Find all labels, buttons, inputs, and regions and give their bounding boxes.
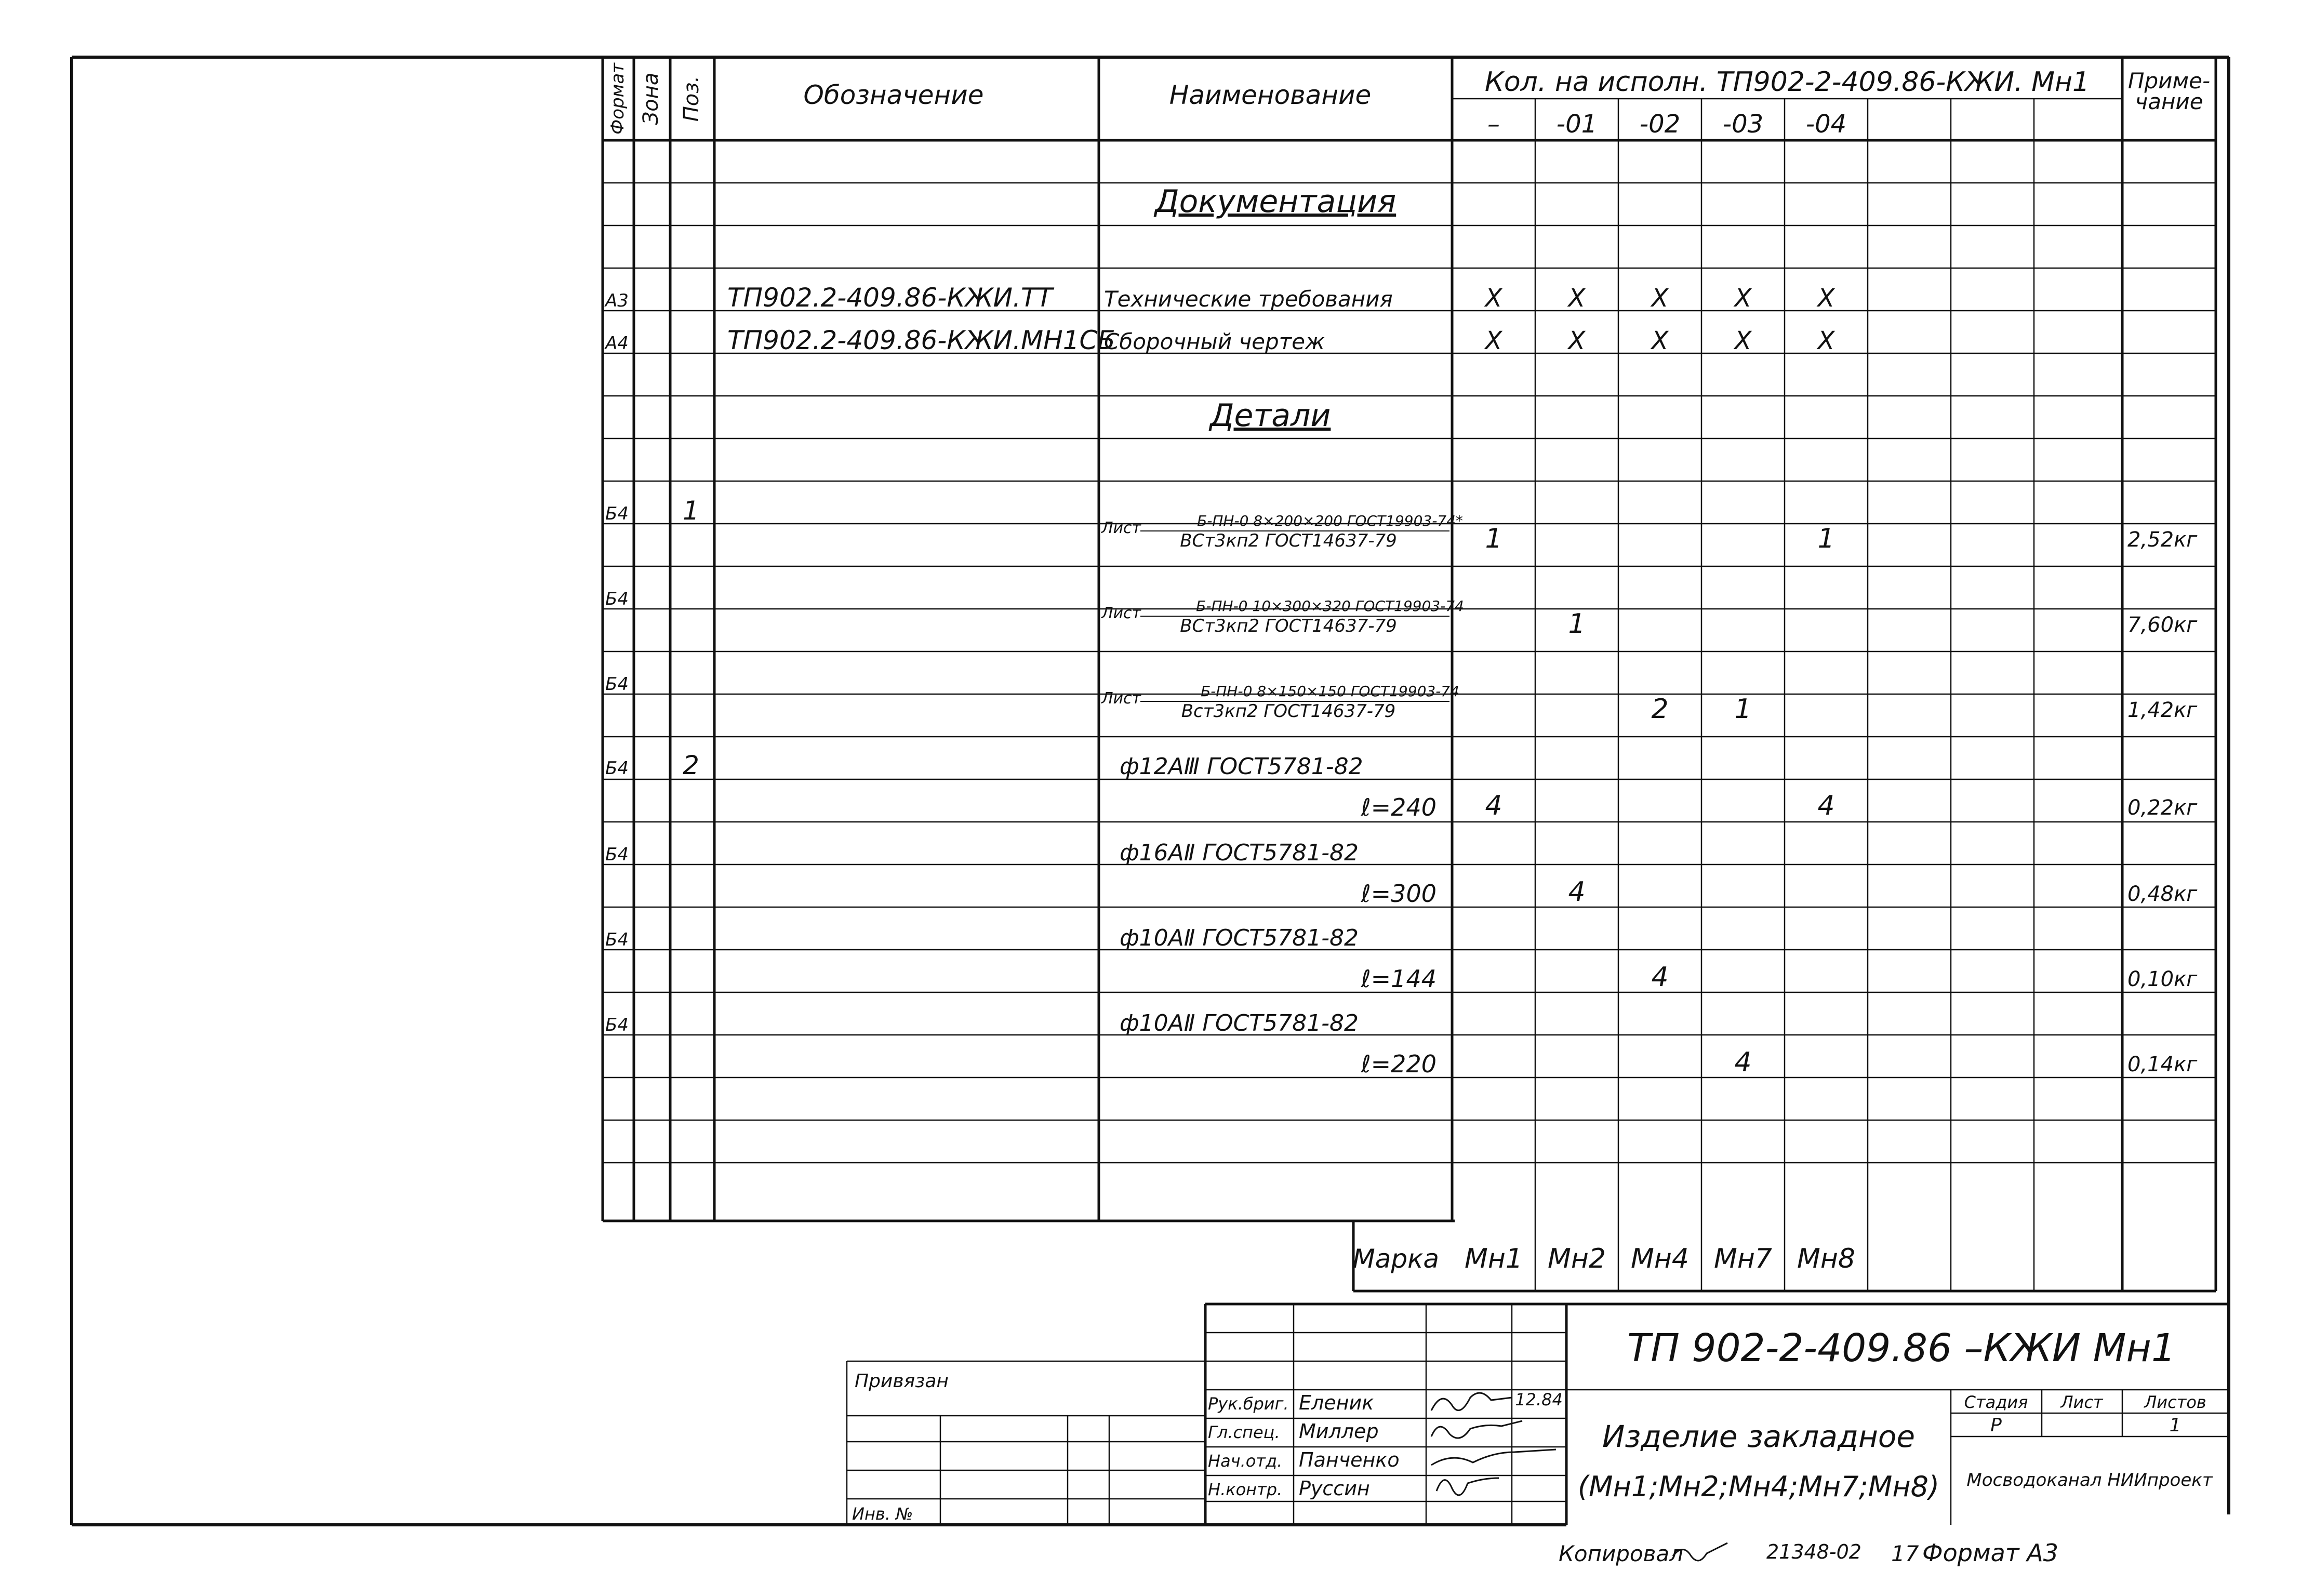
part-top: Б-ПН-0 10×300×320 ГОСТ19903-74 — [1196, 597, 1464, 615]
variant-header: -02 — [1639, 110, 1681, 139]
title-line-2: (Мн1;Мн2;Мн4;Мн7;Мн8) — [1577, 1470, 1940, 1503]
row-qty: 4 — [1817, 790, 1835, 821]
row-format: Б4 — [605, 589, 629, 609]
marka-value: Мн8 — [1797, 1243, 1855, 1274]
part-bottom: ВСт3кп2 ГОСТ14637-79 — [1180, 530, 1397, 551]
footer-number: 21348-02 — [1766, 1540, 1861, 1563]
row-qty: 4 — [1734, 1047, 1752, 1078]
row-mark: X — [1817, 326, 1835, 355]
row-mark: X — [1485, 284, 1502, 313]
row-mark: X — [1651, 326, 1669, 355]
part-row — [605, 674, 2198, 725]
role-title: Гл.спец. — [1208, 1422, 1280, 1442]
part-bottom: Вст3кп2 ГОСТ14637-79 — [1181, 701, 1396, 722]
variant-header: -03 — [1722, 110, 1764, 139]
doc-row — [604, 283, 1836, 313]
row-mark: X — [1651, 284, 1669, 313]
header-qty: Кол. на исполн. ТП902-2-409.86-КЖИ. Мн1 — [1484, 66, 2090, 98]
role-title: Нач.отд. — [1208, 1451, 1283, 1471]
footer-format: Формат А3 — [1922, 1539, 2058, 1567]
row-format: Б4 — [605, 929, 629, 950]
spec-rows — [604, 283, 2198, 1078]
part-top: Б-ПН-0 8×150×150 ГОСТ19903-74 — [1201, 683, 1459, 700]
part-prefix: Лист — [1101, 604, 1141, 622]
bar-length: ℓ=300 — [1361, 880, 1437, 908]
role-title: Н.контр. — [1208, 1480, 1283, 1499]
row-qty: 1 — [1568, 608, 1586, 640]
bar-length: ℓ=144 — [1361, 965, 1437, 993]
privyazan-label: Привязан — [855, 1371, 949, 1392]
row-mark: X — [1734, 326, 1752, 355]
row-note: 0,10кг — [2127, 967, 2198, 991]
bar-row — [605, 925, 2198, 993]
row-qty: 1 — [1485, 523, 1502, 554]
bar-length: ℓ=240 — [1361, 793, 1437, 821]
header-zone: Зона — [639, 72, 663, 125]
bar-row — [605, 840, 2198, 908]
marka-value: Мн4 — [1631, 1243, 1689, 1274]
role-name: Панченко — [1299, 1448, 1400, 1471]
bar-length: ℓ=220 — [1361, 1050, 1437, 1078]
row-format: Б4 — [605, 503, 629, 524]
role-name: Руссин — [1299, 1477, 1370, 1500]
bar-name: ф10АⅡ ГОСТ5781-82 — [1120, 925, 1359, 951]
bar-name: ф16АⅡ ГОСТ5781-82 — [1120, 840, 1359, 866]
bar-row — [605, 1010, 2198, 1078]
header-designation: Обозначение — [803, 80, 984, 110]
row-note: 2,52кг — [2127, 528, 2198, 552]
spec-header — [607, 62, 2210, 139]
row-qty: 4 — [1651, 962, 1669, 993]
variant-header: -01 — [1556, 110, 1598, 139]
row-format: А4 — [605, 333, 629, 354]
variant-header: -04 — [1805, 110, 1847, 139]
bar-name: ф10АⅡ ГОСТ5781-82 — [1120, 1010, 1359, 1036]
header-note: Приме-чание — [2127, 68, 2211, 114]
role-name: Еленик — [1299, 1391, 1374, 1414]
row-note: 1,42кг — [2127, 698, 2198, 722]
row-format: Б4 — [605, 758, 629, 779]
row-format: А3 — [605, 290, 629, 311]
stage-value: Р — [1990, 1415, 2002, 1436]
row-mark: X — [1485, 326, 1502, 355]
row-note: 0,22кг — [2127, 796, 2198, 820]
header-name: Наименование — [1169, 80, 1372, 110]
marka-value: Мн7 — [1714, 1243, 1772, 1274]
part-prefix: Лист — [1101, 689, 1141, 708]
section-documentation: Документация — [1154, 183, 1396, 220]
row-format: Б4 — [605, 844, 629, 865]
marka-values — [1465, 1243, 1855, 1274]
row-note: 7,60кг — [2127, 613, 2198, 637]
part-prefix: Лист — [1101, 519, 1141, 537]
row-qty: 1 — [1734, 694, 1752, 725]
row-mark: X — [1817, 284, 1835, 313]
title-line-1: Изделие закладное — [1602, 1419, 1916, 1454]
organization: Мосводоканал НИИпроект — [1966, 1470, 2213, 1491]
bar-row — [605, 750, 2198, 821]
sheets-value: 1 — [2169, 1415, 2182, 1436]
row-pos: 2 — [683, 750, 699, 780]
footer-copied: Копировал — [1559, 1541, 1683, 1566]
role-name: Миллер — [1299, 1420, 1379, 1443]
row-mark: X — [1568, 284, 1586, 313]
variant-header: – — [1487, 110, 1500, 139]
row-note: 0,14кг — [2127, 1053, 2198, 1076]
title-code: ТП 902-2-409.86 –КЖИ Мн1 — [1627, 1326, 2176, 1371]
row-designation: ТП902.2-409.86-КЖИ.МН1СБ — [727, 325, 1115, 355]
row-mark: X — [1734, 284, 1752, 313]
row-name: Сборочный чертеж — [1104, 329, 1325, 354]
row-qty: 4 — [1485, 790, 1502, 821]
row-pos: 1 — [683, 496, 699, 526]
row-format: Б4 — [605, 674, 629, 695]
title-roles — [1208, 1391, 1400, 1500]
row-note: 0,48кг — [2127, 882, 2198, 906]
bar-name: ф12АⅢ ГОСТ5781-82 — [1120, 753, 1363, 780]
marka-label: Марка — [1352, 1244, 1439, 1274]
title-date: 12.84 — [1515, 1390, 1563, 1409]
marka-value: Мн2 — [1548, 1243, 1606, 1274]
inv-label: Инв. № — [852, 1504, 913, 1524]
header-pos: Поз. — [680, 75, 703, 122]
doc-row — [604, 325, 1836, 355]
row-name: Технические требования — [1104, 286, 1393, 312]
row-mark: X — [1568, 326, 1586, 355]
sheet-label: Лист — [2060, 1392, 2103, 1412]
part-bottom: ВСт3кп2 ГОСТ14637-79 — [1180, 616, 1397, 636]
row-qty: 4 — [1568, 876, 1586, 908]
header-format: Формат — [607, 63, 628, 135]
spec-table-grid — [603, 57, 2216, 1291]
part-top: Б-ПН-0 8×200×200 ГОСТ19903-74* — [1197, 512, 1463, 529]
marka-value: Мн1 — [1465, 1243, 1523, 1274]
section-parts: Детали — [1209, 397, 1331, 434]
sheets-label: Листов — [2144, 1392, 2206, 1412]
row-designation: ТП902.2-409.86-КЖИ.ТТ — [727, 283, 1053, 313]
row-qty: 1 — [1817, 523, 1835, 554]
part-row — [605, 496, 2198, 554]
stage-label: Стадия — [1964, 1392, 2028, 1412]
row-qty: 2 — [1651, 694, 1669, 725]
part-row — [605, 589, 2198, 640]
row-format: Б4 — [605, 1015, 629, 1035]
footer-page: 17 — [1891, 1541, 1919, 1566]
role-title: Рук.бриг. — [1208, 1394, 1289, 1414]
